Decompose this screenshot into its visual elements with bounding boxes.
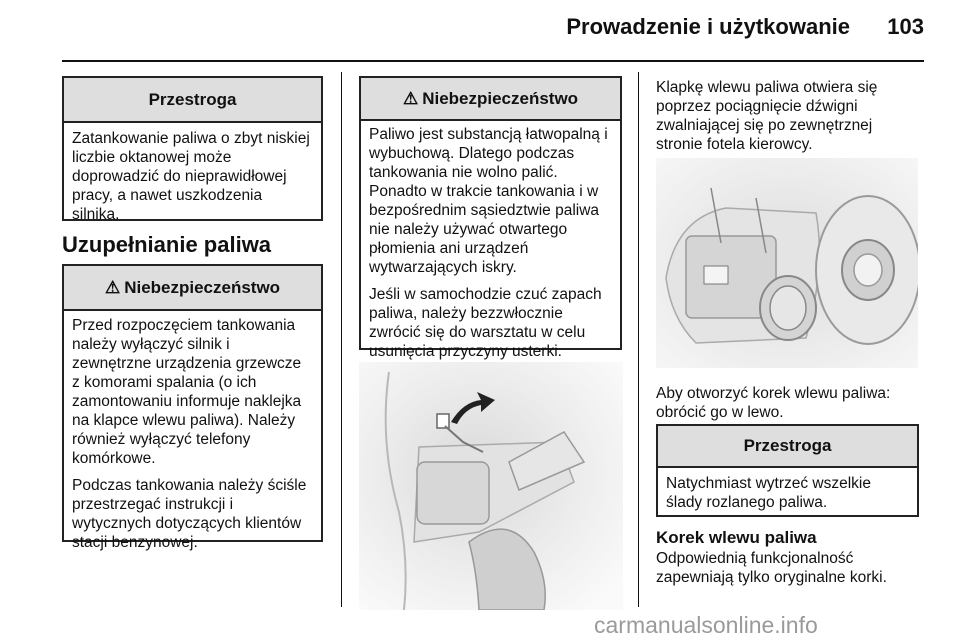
fuel-cap-illustration	[656, 158, 918, 368]
column-divider-2	[638, 72, 639, 607]
header-rule	[62, 60, 924, 62]
paragraph-open-cap: Aby otworzyć korek wlewu paliwa: obrócić go w lewo.	[656, 385, 891, 421]
fuel-door-lever-illustration	[359, 362, 623, 610]
caution-box-spilled-fuel	[656, 424, 919, 517]
caution-box-octane	[62, 76, 323, 221]
danger-box-header	[64, 266, 321, 311]
warning-triangle-icon: ⚠	[402, 89, 419, 108]
danger-box-paragraph-1: Przed rozpoczęciem tankowania należy wyłączyć silnik i zewnętrzne urządzenia grzewcze z komorami spalania (o ich zamontowaniu informuje naklejka na klapce wlewu paliwa). Należy również wyłączyć telefony komórkowe.	[72, 317, 302, 467]
danger-box-flammable	[359, 76, 622, 360]
caution-box-text: Zatankowanie paliwa o zbyt niskiej liczbie oktanowej może doprowadzić do nieprawidłowej pracy, a nawet uszkodzenia silnika.	[72, 130, 310, 223]
page-header-title: Prowadzenie i użytkowanie	[566, 14, 850, 39]
warning-triangle-icon: ⚠	[104, 278, 121, 297]
paragraph-fuel-door-release: Klapkę wlewu paliwa otwiera się poprzez pociągnięcie dźwigni zwalniającej się po zewnętrznej stronie fotela kierowcy.	[656, 79, 878, 153]
section-title-refuelling: Uzupełnianie paliwa	[62, 232, 272, 257]
danger-box-title: Niebezpieczeństwo	[422, 88, 579, 108]
page-number: 103	[887, 14, 924, 39]
danger-box-title: Niebezpieczeństwo	[124, 277, 281, 297]
danger-box-refuelling	[62, 264, 323, 551]
danger-box-paragraph-2: Podczas tankowania należy ściśle przestrzegać instrukcji i wytycznych dotyczących klientów stacji benzynowej.	[72, 477, 307, 551]
caution-box-title: Przestroga	[658, 426, 917, 468]
danger-box-paragraph-2: Jeśli w samochodzie czuć zapach paliwa, należy bezzwłocznie zwrócić się do warsztatu w celu usunięcia przyczyny usterki.	[369, 286, 602, 360]
column-divider-1	[341, 72, 342, 607]
caution-box-text: Natychmiast wytrzeć wszelkie ślady rozlanego paliwa.	[666, 475, 871, 511]
danger-box-paragraph-1: Paliwo jest substancją łatwopalną i wybuchową. Dlatego podczas tankowania nie wolno palić. Ponadto w trakcie tankowania i w bezpośrednim sąsiedztwie paliwa nie należy używać otwartego płomienia ani urządzeń wytwarzających iskry.	[369, 126, 608, 276]
paragraph-original-caps: Odpowiednią funkcjonalność zapewniają tylko oryginalne korki.	[656, 550, 887, 586]
caution-box-title: Przestroga	[64, 78, 321, 123]
danger-box-header	[361, 78, 620, 121]
subsection-title-fuel-cap: Korek wlewu paliwa	[656, 528, 817, 547]
watermark: carmanualsonline.info	[594, 612, 818, 638]
